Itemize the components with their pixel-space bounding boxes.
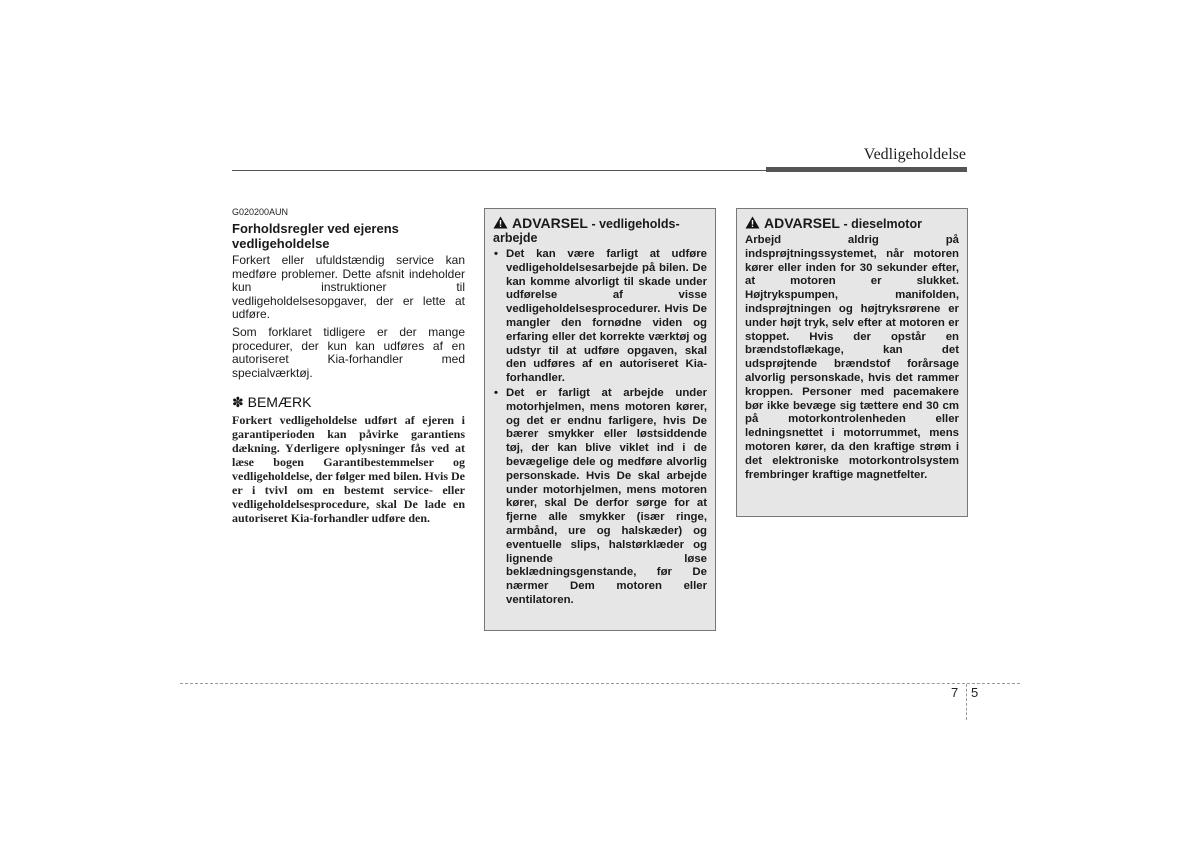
warning-list xyxy=(493,248,707,608)
footer-rule xyxy=(180,683,1020,684)
section-title: Vedligeholdelse xyxy=(863,146,966,163)
warning-box-diesel xyxy=(736,208,968,517)
note-text: Forkert vedligeholdelse udført af ejeren i garantiperioden kan påvirke garantiens dækning. Yderligere oplysninger fås ved at læse bogen Garantibestemmelser og vedligeholdelse, der følger med bilen. Hvis De er i tvivl om en bestemt service- eller vedligeholdelsesprocedure, skal De lade en autoriseret Kia-forhandler udføre den. xyxy=(232,413,465,526)
warning-bullet: • Det er farligt at arbejde under motorhjelmen, mens motoren kører, og det er endnu farligere, hvis De bærer smykker eller løstsiddende tøj, der kan blive viklet ind i de bevægelige dele og medføre alvorlig personskade. Hvis De skal arbejde under motorhjelmen, mens motoren kører, skal De derfor sørge for at fjerne alle smykker (især ringe, armbånd, ure og halskæder) og eventuelle slips, halstørklæder og lignende løse beklædningsgenstande, før De nærmer Dem motoren eller ventilatoren. xyxy=(493,387,707,608)
warning-title xyxy=(745,216,959,231)
warning-triangle-icon xyxy=(745,216,760,229)
warning-subtitle: - dieselmotor xyxy=(843,217,922,231)
page-number-divider xyxy=(966,684,967,720)
note-heading-label: BEMÆRK xyxy=(247,394,312,411)
warning-triangle-icon xyxy=(493,216,508,229)
chapter-number: 7 xyxy=(951,685,959,700)
warning-title xyxy=(493,216,707,245)
body-paragraph: Forkert eller ufuldstændig service kan medføre problemer. Dette afsnit indeholder kun instruktioner til vedligeholdelsesopgaver, der er lette at udføre. xyxy=(232,253,465,322)
section-heading: Forholdsregler ved ejerens vedligeholdelse xyxy=(232,221,399,251)
section-code: G020200AUN xyxy=(232,207,289,217)
warning-label: ADVARSEL xyxy=(764,215,840,231)
warning-label: ADVARSEL xyxy=(512,215,588,231)
left-column xyxy=(232,207,465,525)
note-asterisk-icon: ✽ xyxy=(232,394,244,411)
header-rule-accent xyxy=(766,167,967,172)
header-rule xyxy=(232,170,766,171)
warning-text: Arbejd aldrig på indsprøjtningssystemet, når motoren kører eller inden for 30 sekunder efter, at motoren er slukket. Højtrykspumpen, manifolden, indsprøjtningen og højtryksrørene er under højt tryk, selv efter at motoren er stoppet. Hvis der opstår en brændstoflækage, kan det udsprøjtende brændstof forårsage alvorlig personskade, hvis det rammer kroppen. Personer med pacemakere bør ikke bevæge sig tættere end 30 cm på motorkontrolenheden eller ledningsnettet i motorrummet, mens motoren kører, da den kraftige strøm i det elektroniske motorkontrolsystem frembringer kraftige magnetfelter. xyxy=(745,234,959,481)
warning-bullet: • Det kan være farligt at udføre vedligeholdelsesarbejde på bilen. De kan komme alvorligt til skade under udførelse af visse vedligeholdelsesprocedurer. Hvis De mangler den fornødne viden og erfaring eller det korrekte værktøj og udstyr til at udføre opgaven, skal den udføres af en autoriseret Kia-forhandler. xyxy=(493,248,707,386)
warning-subtitle: - vedligeholds-arbejde xyxy=(493,217,680,245)
page-number: 5 xyxy=(971,685,979,700)
body-paragraph: Som forklaret tidligere er der mange procedurer, der kun kan udføres af en autoriseret Kia-forhandler med specialværktøj. xyxy=(232,324,465,380)
warning-box-maintenance xyxy=(484,208,716,631)
note-heading xyxy=(232,394,465,411)
